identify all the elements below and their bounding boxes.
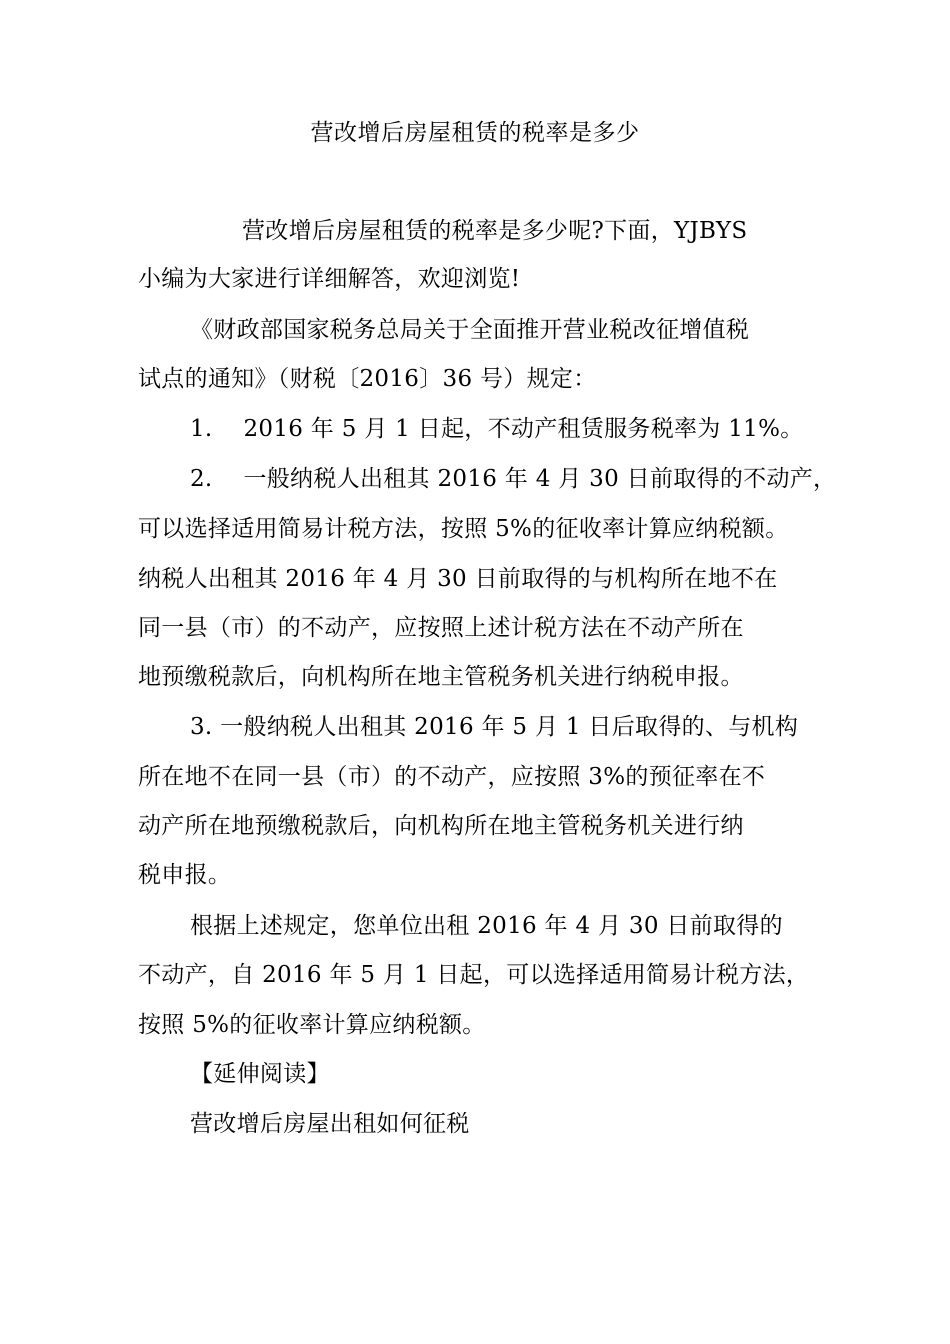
item3-line-4: 税申报。 [138, 862, 232, 888]
conclusion-line-1: 根据上述规定，您单位出租 2016 年 4 月 30 日前取得的 [190, 913, 783, 939]
extended-reading-label: 【延伸阅读】 [190, 1061, 330, 1087]
item3-line-1: 3. 一般纳税人出租其 2016 年 5 月 1 日后取得的、与机构 [190, 714, 799, 740]
item2-line-3: 纳税人出租其 2016 年 4 月 30 日前取得的与机构所在地不在 [138, 566, 778, 592]
intro-line-1: 营改增后房屋租赁的税率是多少呢?下面，YJBYS [242, 218, 748, 244]
item2-line-4: 同一县（市）的不动产，应按照上述计税方法在不动产所在 [138, 615, 744, 641]
item2-line-1: 2. 一般纳税人出租其 2016 年 4 月 30 日前取得的不动产， [190, 466, 837, 492]
document-title: 营改增后房屋租赁的税率是多少 [310, 120, 640, 146]
item2-line-2: 可以选择适用简易计税方法，按照 5%的征收率计算应纳税额。 [138, 516, 789, 542]
conclusion-line-3: 按照 5%的征收率计算应纳税额。 [138, 1012, 486, 1038]
item1-line-1: 1. 2016 年 5 月 1 日起，不动产租赁服务税率为 11%。 [190, 416, 804, 442]
extended-reading-title: 营改增后房屋出租如何征税 [190, 1111, 470, 1137]
intro-line-2: 小编为大家进行详细解答，欢迎浏览! [138, 266, 521, 292]
item2-line-5: 地预缴税款后，向机构所在地主管税务机关进行纳税申报。 [138, 664, 744, 690]
item3-line-3: 动产所在地预缴税款后，向机构所在地主管税务机关进行纳 [138, 813, 744, 839]
item3-line-2: 所在地不在同一县（市）的不动产，应按照 3%的预征率在不 [138, 764, 766, 790]
notice-line-1: 《财政部国家税务总局关于全面推开营业税改征增值税 [190, 317, 750, 343]
notice-line-2: 试点的通知》（财税〔2016〕36 号）规定： [138, 366, 597, 392]
conclusion-line-2: 不动产，自 2016 年 5 月 1 日起，可以选择适用简易计税方法， [138, 962, 810, 988]
